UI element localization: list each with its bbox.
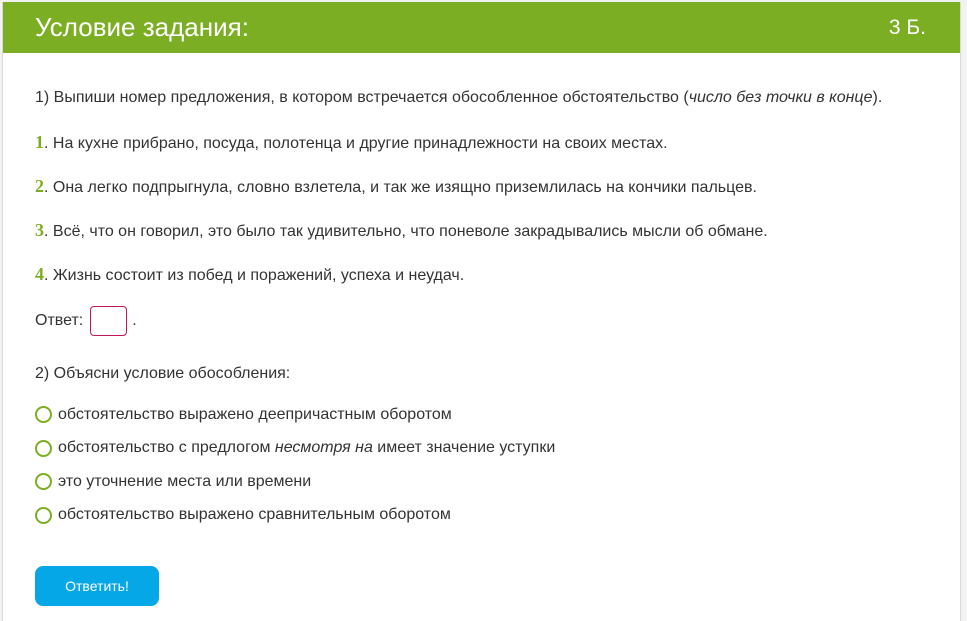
task-points: 3 Б. (888, 15, 926, 39)
sentence-3 (35, 220, 768, 241)
question-1-suffix: ). (872, 89, 883, 106)
answer-input[interactable] (90, 306, 127, 336)
question-1 (35, 89, 882, 107)
option-4[interactable] (35, 499, 555, 533)
radio-circle-icon[interactable] (35, 406, 52, 423)
question-2: 2) Объясни условие обособления: (35, 365, 291, 382)
option-label: обстоятельство выражено сравнительным оборотом (58, 506, 451, 524)
sentence-1 (35, 132, 668, 153)
option-2[interactable] (35, 432, 555, 466)
sentence-text: . Она легко подпрыгнула, словно взлетела, и так же изящно приземлилась на кончики пальцев. (44, 179, 757, 196)
sentence-number: 4 (35, 264, 44, 284)
options-list (35, 398, 555, 532)
radio-circle-icon[interactable] (35, 507, 52, 524)
option-label: обстоятельство с предлогом несмотря на имеет значение уступки (58, 439, 556, 457)
submit-button[interactable]: Ответить! (35, 566, 159, 606)
answer-row (35, 306, 137, 336)
radio-circle-icon[interactable] (35, 473, 52, 490)
question-1-prefix: 1) Выпиши номер предложения, в котором встречается обособленное обстоятельство ( (35, 89, 689, 106)
task-header (3, 2, 960, 53)
sentence-number: 2 (35, 176, 44, 196)
sentence-number: 1 (35, 132, 44, 152)
sentence-text: . Жизнь состоит из побед и поражений, успеха и неудач. (44, 267, 465, 284)
task-title: Условие задания: (35, 12, 249, 42)
option-label: это уточнение места или времени (58, 472, 312, 490)
answer-period: . (132, 312, 137, 329)
option-1[interactable] (35, 398, 555, 432)
sentence-text: . На кухне прибрано, посуда, полотенца и другие принадлежности на своих местах. (44, 135, 668, 152)
option-label: обстоятельство выражено деепричастным оборотом (58, 405, 452, 423)
radio-circle-icon[interactable] (35, 440, 52, 457)
sentence-text: . Всё, что он говорил, это было так удивительно, что поневоле закрадывались мысли об обмане. (44, 223, 768, 240)
task-card (2, 2, 961, 621)
sentence-number: 3 (35, 220, 44, 240)
option-3[interactable] (35, 465, 555, 499)
sentence-2 (35, 176, 757, 197)
answer-label: Ответ: (35, 312, 84, 329)
sentence-4 (35, 264, 464, 285)
question-1-hint: число без точки в конце (688, 89, 873, 106)
